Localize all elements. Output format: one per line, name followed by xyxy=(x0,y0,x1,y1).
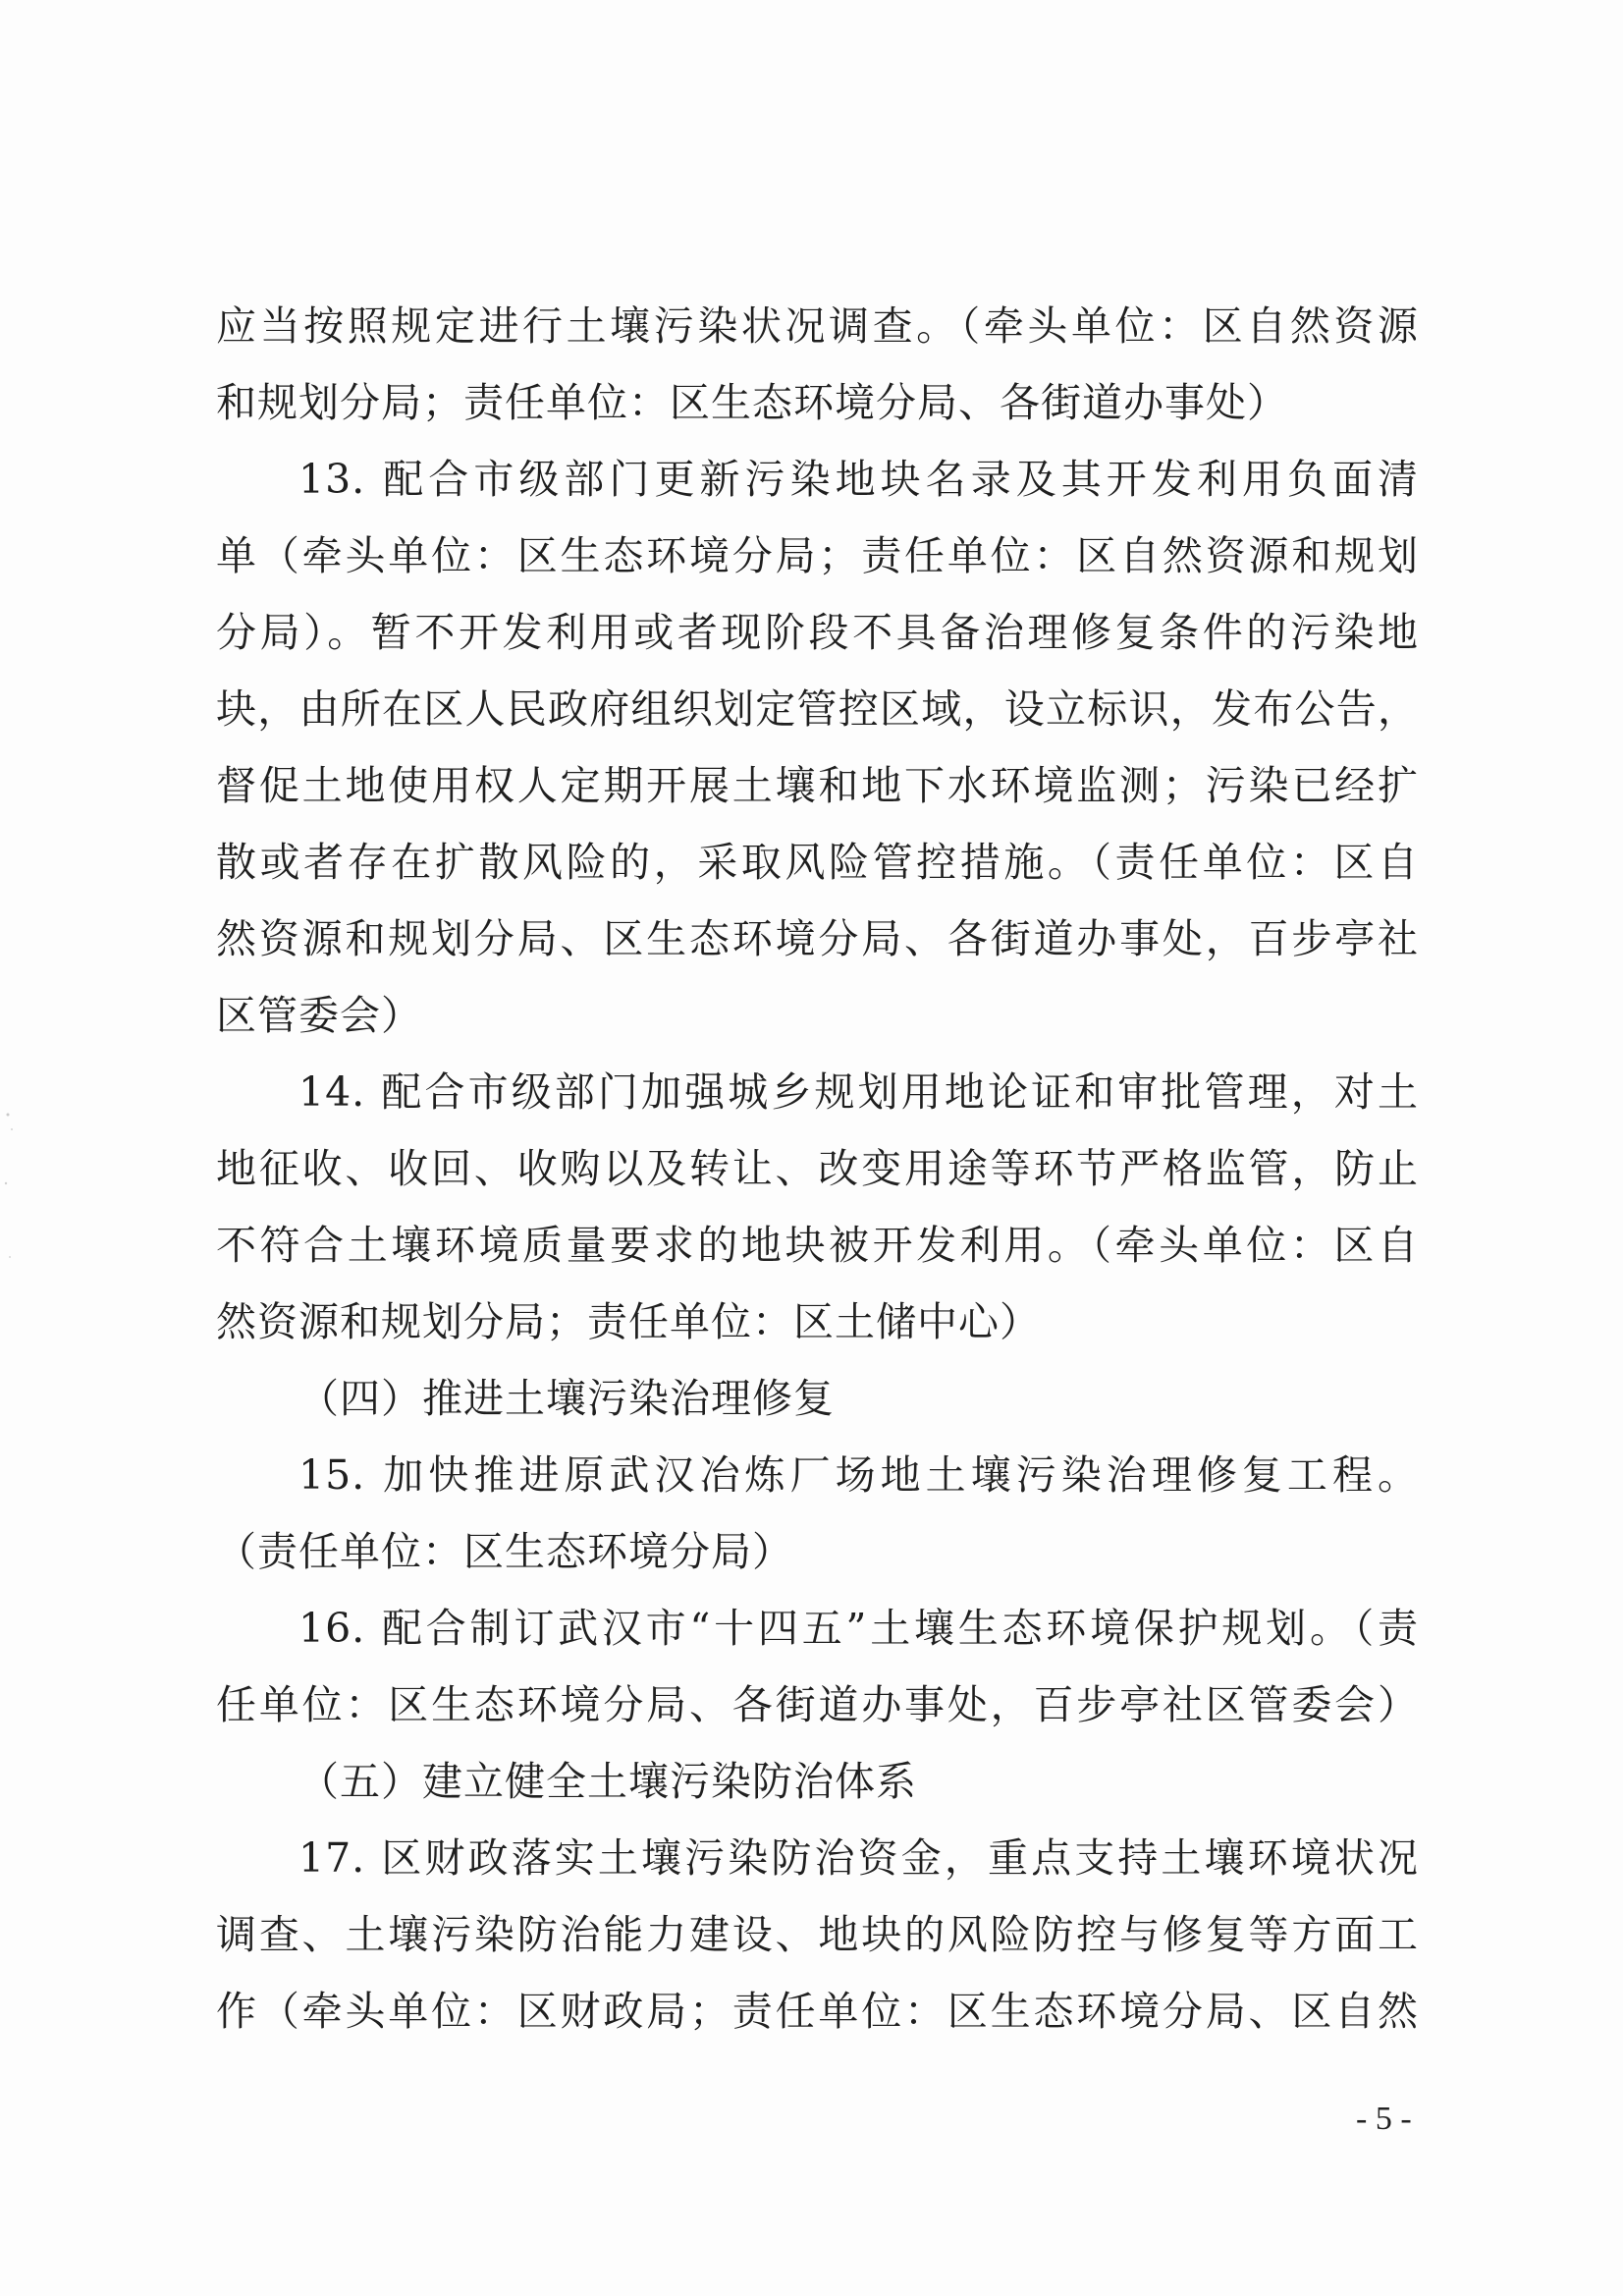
text-line: 任单位：区生态环境分局、各街道办事处，百步亭社区管委会） xyxy=(216,1681,1419,1728)
text-line: （责任单位：区生态环境分局） xyxy=(216,1528,793,1575)
text-line: 然资源和规划分局；责任单位：区土储中心） xyxy=(216,1298,1041,1345)
text-line: 散或者存在扩散风险的，采取风险管控措施。（责任单位：区自 xyxy=(216,839,1419,886)
item-16-line: 16. 配合制订武汉市“十四五”土壤生态环境保护规划。（责 xyxy=(298,1605,1419,1652)
item-13-line: 13. 配合市级部门更新污染地块名录及其开发利用负面清 xyxy=(298,456,1419,503)
text-line: 地征收、收回、收购以及转让、改变用途等环节严格监管，防止 xyxy=(216,1145,1419,1192)
document-body xyxy=(216,288,1419,2050)
text-line: 分局）。暂不开发利用或者现阶段不具备治理修复条件的污染地 xyxy=(216,609,1419,656)
section-heading-five: （五）建立健全土壤污染防治体系 xyxy=(298,1758,917,1805)
item-14-line: 14. 配合市级部门加强城乡规划用地论证和审批管理，对土 xyxy=(298,1068,1419,1116)
text-line: 单（牵头单位：区生态环境分局；责任单位：区自然资源和规划 xyxy=(216,532,1419,579)
text-line: 作（牵头单位：区财政局；责任单位：区生态环境分局、区自然 xyxy=(216,1988,1419,2035)
scan-artifact xyxy=(0,0,39,2296)
text-line: 块，由所在区人民政府组织划定管控区域，设立标识，发布公告， xyxy=(216,685,1419,733)
section-heading-four: （四）推进土壤污染治理修复 xyxy=(298,1375,835,1422)
text-line: 和规划分局；责任单位：区生态环境分局、各街道办事处） xyxy=(216,379,1288,426)
text-line: 不符合土壤环境质量要求的地块被开发利用。（牵头单位：区自 xyxy=(216,1222,1419,1269)
text-line: 督促土地使用权人定期开展土壤和地下水环境监测；污染已经扩 xyxy=(216,762,1419,809)
item-15-line: 15. 加快推进原武汉冶炼厂场地土壤污染治理修复工程。 xyxy=(298,1451,1419,1499)
text-line: 应当按照规定进行土壤污染状况调查。（牵头单位：区自然资源 xyxy=(216,302,1419,350)
text-line: 然资源和规划分局、区生态环境分局、各街道办事处，百步亭社 xyxy=(216,915,1419,962)
item-17-line: 17. 区财政落实土壤污染防治资金，重点支持土壤环境状况 xyxy=(298,1834,1419,1882)
page-number: - 5 - xyxy=(1356,2101,1412,2137)
text-line: 区管委会） xyxy=(216,992,422,1039)
text-line: 调查、土壤污染防治能力建设、地块的风险防控与修复等方面工 xyxy=(216,1911,1419,1958)
